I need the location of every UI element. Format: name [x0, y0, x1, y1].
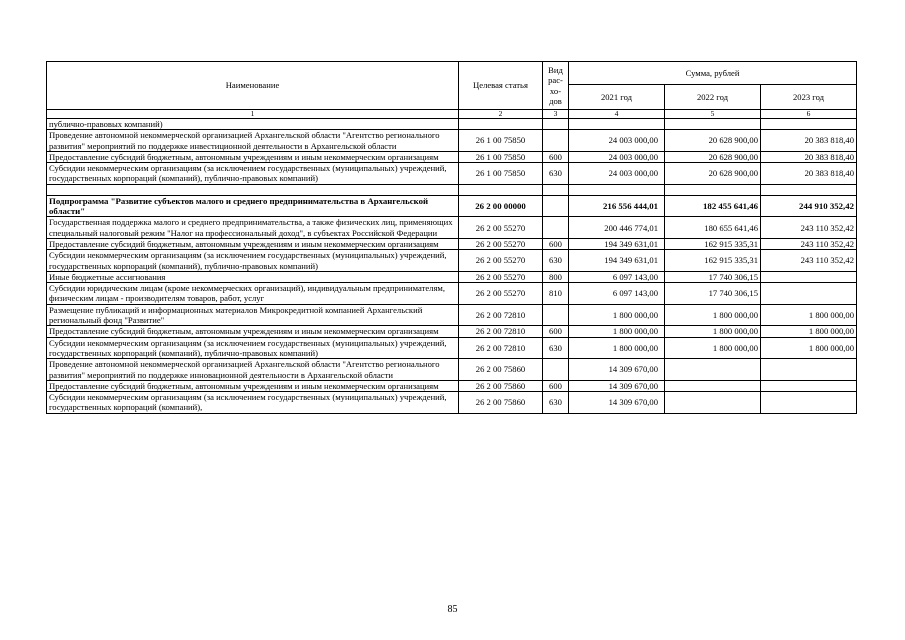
column-number: 2 — [459, 110, 543, 119]
row-name: Субсидии юридическим лицам (кроме некоммерческих организаций), индивидуальным предпринимателям, физическим лицам - производителям товаров, работ, услуг — [47, 283, 459, 305]
target-article: 26 2 00 55270 — [459, 250, 543, 272]
amount-2022: 1 800 000,00 — [665, 326, 761, 337]
target-article: 26 2 00 72810 — [459, 337, 543, 359]
column-number: 1 — [47, 110, 459, 119]
header-target: Целевая статья — [459, 62, 543, 110]
target-article: 26 2 00 55270 — [459, 283, 543, 305]
target-article: 26 2 00 72810 — [459, 304, 543, 326]
amount-2023: 244 910 352,42 — [761, 195, 857, 217]
row-name: Иные бюджетные ассигнования — [47, 271, 459, 282]
expense-type — [543, 359, 569, 381]
amount-2022: 20 628 900,00 — [665, 130, 761, 152]
expense-type: 630 — [543, 163, 569, 185]
expense-type — [543, 130, 569, 152]
amount-2023 — [761, 283, 857, 305]
amount-2022: 17 740 306,15 — [665, 283, 761, 305]
amount-2022 — [665, 359, 761, 381]
expense-type — [543, 217, 569, 239]
table-row — [47, 283, 857, 305]
amount-2021: 24 003 000,00 — [569, 130, 665, 152]
table-row — [47, 337, 857, 359]
amount-2023: 243 110 352,42 — [761, 238, 857, 249]
amount-2023: 20 383 818,40 — [761, 163, 857, 185]
target-article: 26 2 00 75860 — [459, 359, 543, 381]
row-name: Проведение автономной некоммерческой организацией Архангельской области "Агентство регионального развития" мероприятий по поддержке инвестиционной деятельности в Архангельской области — [47, 130, 459, 152]
expense-type: 600 — [543, 238, 569, 249]
table-row — [47, 271, 857, 282]
amount-2021: 1 800 000,00 — [569, 337, 665, 359]
row-name — [47, 184, 459, 195]
amount-2022: 20 628 900,00 — [665, 163, 761, 185]
amount-2022 — [665, 392, 761, 414]
expense-type: 630 — [543, 392, 569, 414]
expense-type — [543, 184, 569, 195]
amount-2023 — [761, 271, 857, 282]
amount-2022 — [665, 119, 761, 130]
expense-type — [543, 119, 569, 130]
target-article: 26 2 00 75860 — [459, 380, 543, 391]
row-name: Субсидии некоммерческим организациям (за исключением государственных (муниципальных) учреждений, государственных корпораций (компаний), публично-правовых компаний) — [47, 337, 459, 359]
row-name: Предоставление субсидий бюджетным, автономным учреждениям и иным некоммерческим организациям — [47, 380, 459, 391]
header-name: Наименование — [47, 62, 459, 110]
expense-type: 600 — [543, 326, 569, 337]
row-name: Субсидии некоммерческим организациям (за исключением государственных (муниципальных) учреждений, государственных корпораций (компаний), публично-правовых компаний) — [47, 163, 459, 185]
expense-type — [543, 195, 569, 217]
amount-2021: 6 097 143,00 — [569, 271, 665, 282]
amount-2023: 20 383 818,40 — [761, 151, 857, 162]
amount-2022: 17 740 306,15 — [665, 271, 761, 282]
target-article: 26 2 00 75860 — [459, 392, 543, 414]
amount-2021: 14 309 670,00 — [569, 392, 665, 414]
amount-2022: 1 800 000,00 — [665, 304, 761, 326]
header-2021: 2021 год — [569, 85, 665, 110]
column-number: 3 — [543, 110, 569, 119]
amount-2023: 1 800 000,00 — [761, 326, 857, 337]
table-row — [47, 163, 857, 185]
expense-type: 600 — [543, 380, 569, 391]
header-2023: 2023 год — [761, 85, 857, 110]
table-row — [47, 151, 857, 162]
amount-2022: 180 655 641,46 — [665, 217, 761, 239]
target-article: 26 1 00 75850 — [459, 163, 543, 185]
expense-type: 630 — [543, 337, 569, 359]
amount-2021: 24 003 000,00 — [569, 151, 665, 162]
amount-2022 — [665, 184, 761, 195]
row-name: Предоставление субсидий бюджетным, автономным учреждениям и иным некоммерческим организациям — [47, 151, 459, 162]
amount-2023 — [761, 119, 857, 130]
table-row — [47, 304, 857, 326]
target-article: 26 1 00 75850 — [459, 130, 543, 152]
target-article — [459, 119, 543, 130]
amount-2022: 162 915 335,31 — [665, 250, 761, 272]
row-name: Субсидии некоммерческим организациям (за исключением государственных (муниципальных) учреждений, государственных корпораций (компаний), публично-правовых компаний) — [47, 250, 459, 272]
target-article: 26 2 00 55270 — [459, 238, 543, 249]
header-vid: Вид рас-хо-дов — [543, 62, 569, 110]
column-number-row — [47, 110, 857, 119]
amount-2023: 1 800 000,00 — [761, 337, 857, 359]
amount-2021: 14 309 670,00 — [569, 380, 665, 391]
amount-2023 — [761, 184, 857, 195]
table-row — [47, 184, 857, 195]
column-number: 6 — [761, 110, 857, 119]
table-row — [47, 217, 857, 239]
amount-2023: 243 110 352,42 — [761, 250, 857, 272]
amount-2023 — [761, 380, 857, 391]
header-2022: 2022 год — [665, 85, 761, 110]
expense-type: 810 — [543, 283, 569, 305]
expense-type: 630 — [543, 250, 569, 272]
row-name: Подпрограмма "Развитие субъектов малого и среднего предпринимательства в Архангельской области" — [47, 195, 459, 217]
target-article: 26 2 00 72810 — [459, 326, 543, 337]
table-body — [47, 119, 857, 414]
amount-2023: 243 110 352,42 — [761, 217, 857, 239]
table-row — [47, 392, 857, 414]
amount-2021: 194 349 631,01 — [569, 238, 665, 249]
row-name: Субсидии некоммерческим организациям (за исключением государственных (муниципальных) учреждений, государственных корпораций (компаний), — [47, 392, 459, 414]
amount-2023 — [761, 392, 857, 414]
table-row — [47, 326, 857, 337]
amount-2022 — [665, 380, 761, 391]
target-article: 26 1 00 75850 — [459, 151, 543, 162]
page-number: 85 — [447, 604, 458, 615]
amount-2023 — [761, 359, 857, 381]
row-name: публично-правовых компаний) — [47, 119, 459, 130]
column-number: 4 — [569, 110, 665, 119]
amount-2023: 20 383 818,40 — [761, 130, 857, 152]
amount-2021 — [569, 184, 665, 195]
budget-table — [46, 61, 857, 414]
target-article: 26 2 00 55270 — [459, 271, 543, 282]
amount-2022: 182 455 641,46 — [665, 195, 761, 217]
amount-2021: 1 800 000,00 — [569, 326, 665, 337]
target-article: 26 2 00 00000 — [459, 195, 543, 217]
amount-2021: 14 309 670,00 — [569, 359, 665, 381]
target-article: 26 2 00 55270 — [459, 217, 543, 239]
row-name: Предоставление субсидий бюджетным, автономным учреждениям и иным некоммерческим организациям — [47, 238, 459, 249]
amount-2021 — [569, 119, 665, 130]
amount-2022: 1 800 000,00 — [665, 337, 761, 359]
row-name: Предоставление субсидий бюджетным, автономным учреждениям и иным некоммерческим организациям — [47, 326, 459, 337]
amount-2021: 1 800 000,00 — [569, 304, 665, 326]
amount-2021: 216 556 444,01 — [569, 195, 665, 217]
amount-2021: 6 097 143,00 — [569, 283, 665, 305]
table-row — [47, 119, 857, 130]
row-name: Государственная поддержка малого и среднего предпринимательства, а также физических лиц, применяющих специальный налоговый режим "Налог на профессиональный доход", в субъектах Российской Федерации — [47, 217, 459, 239]
table-row — [47, 250, 857, 272]
table-row — [47, 238, 857, 249]
expense-type: 800 — [543, 271, 569, 282]
header-sum: Сумма, рублей — [569, 62, 857, 85]
table-row — [47, 380, 857, 391]
table-row — [47, 195, 857, 217]
expense-type: 600 — [543, 151, 569, 162]
target-article — [459, 184, 543, 195]
row-name: Размещение публикаций и информационных материалов Микрокредитной компанией Архангельский региональный фонд "Развитие" — [47, 304, 459, 326]
table-row — [47, 130, 857, 152]
row-name: Проведение автономной некоммерческой организацией Архангельской области "Агентство регионального развития" мероприятий по поддержке инновационной деятельности в Архангельской области — [47, 359, 459, 381]
column-number: 5 — [665, 110, 761, 119]
amount-2023: 1 800 000,00 — [761, 304, 857, 326]
amount-2021: 200 446 774,01 — [569, 217, 665, 239]
amount-2021: 24 003 000,00 — [569, 163, 665, 185]
table-row — [47, 359, 857, 381]
amount-2022: 162 915 335,31 — [665, 238, 761, 249]
amount-2021: 194 349 631,01 — [569, 250, 665, 272]
amount-2022: 20 628 900,00 — [665, 151, 761, 162]
expense-type — [543, 304, 569, 326]
header-row — [47, 62, 857, 85]
